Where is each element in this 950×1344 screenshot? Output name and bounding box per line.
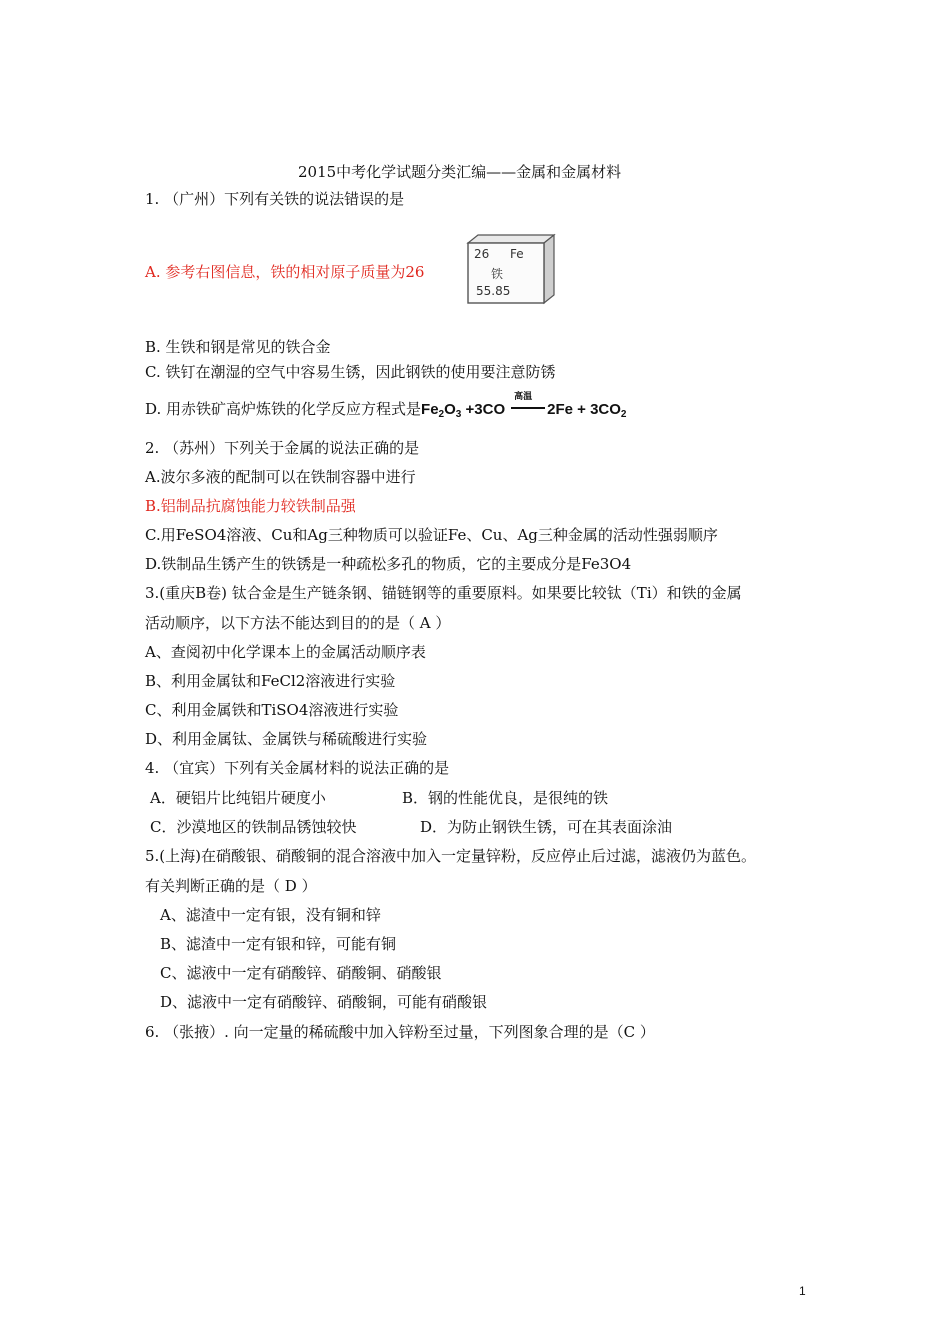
q2-option-c: C.用FeSO4溶液、Cu和Ag三种物质可以验证Fe、Cu、Ag三种金属的活动性强弱顺序: [145, 526, 718, 544]
tile-atomic-mass: 55.85: [476, 284, 511, 298]
tile-element-name: 铁: [491, 267, 504, 281]
q3-option-c: C、利用金属铁和TiSO4溶液进行实验: [145, 701, 399, 719]
q4-option-a: A．硬铝片比纯铝片硬度小: [150, 789, 326, 807]
eq-o: O: [444, 401, 456, 418]
element-tile-image: [466, 233, 556, 305]
q2-stem: 2. （苏州）下列关于金属的说法正确的是: [145, 439, 420, 457]
tile-symbol: Fe: [510, 247, 524, 261]
eq-condition: 高温: [514, 391, 533, 402]
q1-option-d-text: D. 用赤铁矿高炉炼铁的化学反应方程式是: [145, 400, 422, 418]
q4-stem: 4. （宜宾）下列有关金属材料的说法正确的是: [145, 759, 450, 777]
q5-stem-line2: 有关判断正确的是（ D ）: [145, 877, 317, 895]
q3-option-b: B、利用金属钛和FeCl2溶液进行实验: [145, 672, 396, 690]
q3-option-a: A、查阅初中化学课本上的金属活动顺序表: [145, 643, 426, 661]
q1-option-b: B. 生铁和钢是常见的铁合金: [145, 338, 331, 356]
q5-option-b: B、滤渣中一定有银和锌，可能有铜: [160, 935, 397, 953]
q2-option-a: A.波尔多液的配制可以在铁制容器中进行: [145, 468, 416, 486]
eq-sub-2: 2: [438, 409, 445, 420]
eq-reaction-arrow: [511, 391, 545, 417]
q1-option-d: [145, 391, 627, 420]
q3-stem-line1: 3.(重庆B卷) 钛合金是生产链条钢、锚链钢等的重要原料。如果要比较钛（Ti）和铁的金属: [145, 584, 742, 602]
page-title: 2015中考化学试题分类汇编——金属和金属材料: [298, 163, 622, 181]
q1-option-c: C. 铁钉在潮湿的空气中容易生锈，因此钢铁的使用要注意防锈: [145, 363, 556, 381]
q2-option-d: D.铁制品生锈产生的铁锈是一种疏松多孔的物质，它的主要成分是Fe3O4: [145, 555, 632, 573]
eq-fe: Fe: [421, 401, 439, 418]
q6-stem: 6. （张掖）. 向一定量的稀硫酸中加入锌粉至过量，下列图象合理的是（C ）: [145, 1023, 655, 1041]
eq-co-term: +3CO: [461, 401, 506, 418]
q5-option-c: C、滤液中一定有硝酸锌、硝酸铜、硝酸银: [160, 964, 442, 982]
q4-option-d: D．为防止钢铁生锈，可在其表面涂油: [420, 818, 673, 836]
q5-option-a: A、滤渣中一定有银，没有铜和锌: [160, 906, 381, 924]
page-number: 1: [799, 1284, 806, 1298]
chemical-equation: [421, 391, 627, 420]
q4-option-c: C．沙漠地区的铁制品锈蚀较快: [150, 818, 357, 836]
q2-option-b: B.铝制品抗腐蚀能力较铁制品强: [145, 497, 356, 515]
eq-sub-3: 3: [455, 409, 462, 420]
q3-stem-line2: 活动顺序，以下方法不能达到目的的是（ A ）: [145, 614, 451, 632]
q4-option-b: B．钢的性能优良，是很纯的铁: [402, 789, 609, 807]
eq-sub-co2: 2: [620, 409, 627, 420]
q1-stem: 1. （广州）下列有关铁的说法错误的是: [145, 190, 405, 208]
q1-option-a: A. 参考右图信息，铁的相对原子质量为26: [145, 263, 425, 281]
q3-option-d: D、利用金属钛、金属铁与稀硫酸进行实验: [145, 730, 428, 748]
q5-option-d: D、滤液中一定有硝酸锌、硝酸铜，可能有硝酸银: [160, 993, 488, 1011]
eq-products: 2Fe + 3CO: [547, 401, 621, 418]
tile-atomic-number: 26: [474, 247, 490, 261]
q5-stem-line1: 5.(上海)在硝酸银、硝酸铜的混合溶液中加入一定量锌粉，反应停止后过滤，滤液仍为蓝色。: [145, 847, 757, 865]
